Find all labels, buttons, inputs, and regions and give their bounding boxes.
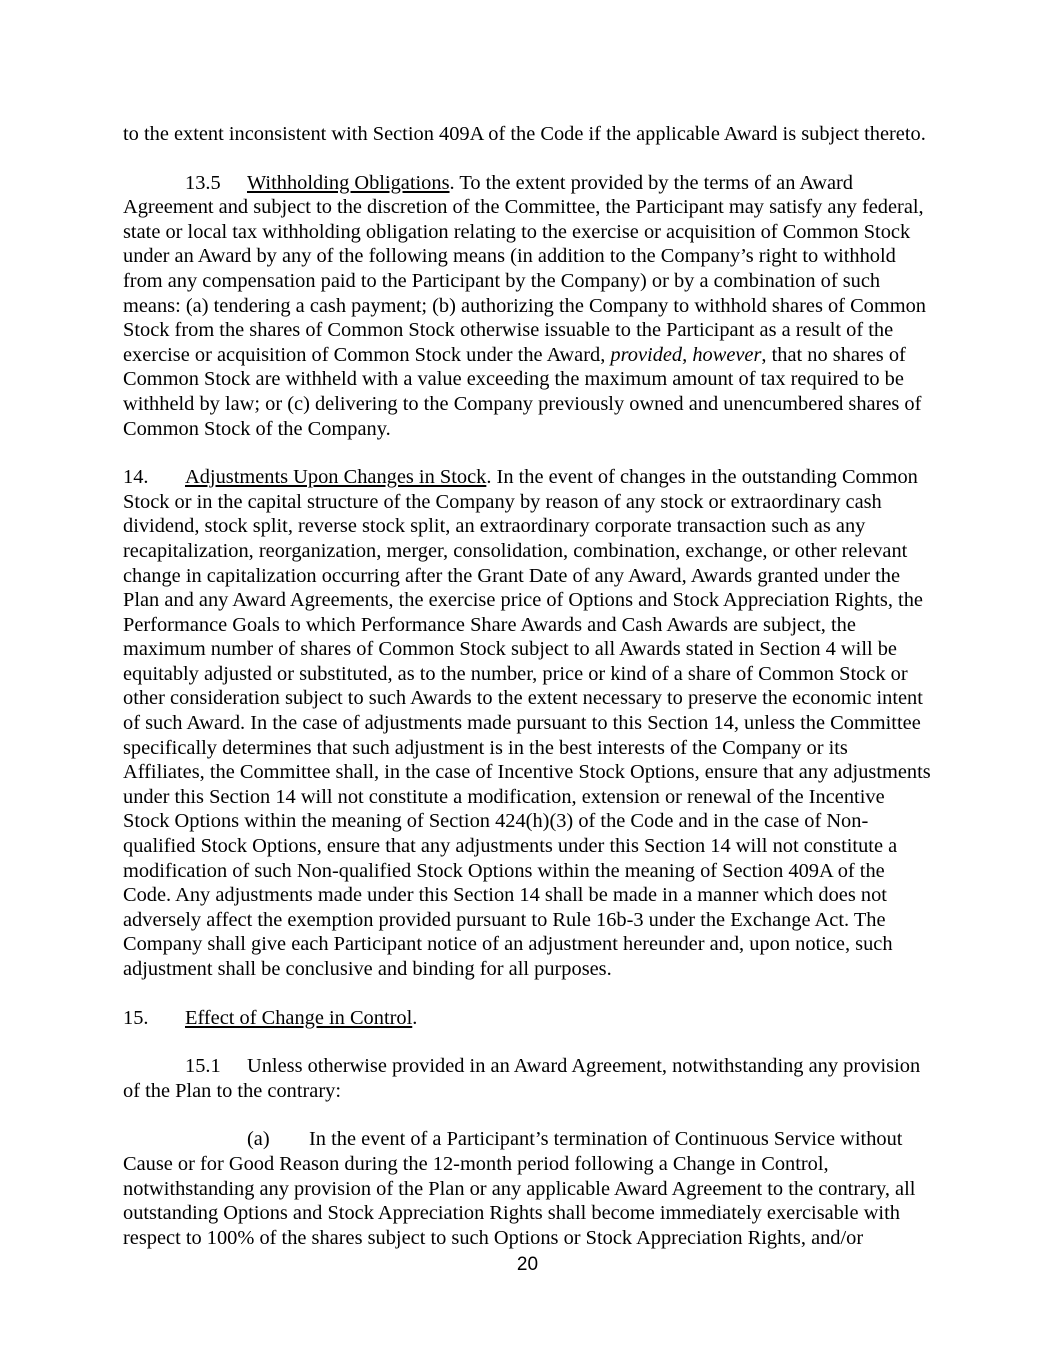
- section-number: 13.5: [185, 171, 221, 194]
- section-heading: Effect of Change in Control: [185, 1006, 413, 1029]
- paragraph-text: In the event of a Participant’s termination of Continuous Service without Cause or for Good Reason during the 12-month period following a Change in Control, notwithstanding any provision of the Plan or any applicable Award Agreement to the contrary, all outstanding Options and Stock Appreciation Rights shall become immediately exercisable with respect to 100% of the shares subject to such Options or Stock Appreciation Rights, and/or: [123, 1128, 916, 1249]
- paragraph-continuation: [123, 122, 931, 147]
- paragraph-section-13-5: [123, 171, 931, 442]
- paragraph-text: . In the event of changes in the outstanding Common Stock or in the capital structure of the Company by reason of any stock or extraordinary cash dividend, stock split, reverse stock split, an extraordinary corporate transaction such as any recapitalization, reorganization, merger, consolidation, combination, exchange, or other relevant change in capitalization occurring after the Grant Date of any Award, Awards granted under the Plan and any Award Agreements, the exercise price of Options and Stock Appreciation Rights, the Performance Goals to which Performance Share Awards and Cash Awards are subject, the maximum number of shares of Common Stock subject to all Awards stated in Section 4 will be equitably adjusted or substituted, as to the number, price or kind of a share of Common Stock or other consideration subject to such Awards to the extent necessary to preserve the economic intent of such Award. In the case of adjustments made pursuant to this Section 14, unless the Committee specifically determines that such adjustment is in the best interests of the Company or its Affiliates, the Committee shall, in the case of Incentive Stock Options, ensure that any adjustments under this Section 14 will not constitute a modification, extension or renewal of the Incentive Stock Options within the meaning of Section 424(h)(3) of the Code and in the case of Non-qualified Stock Options, ensure that any adjustments under this Section 14 will not constitute a modification of such Non-qualified Stock Options within the meaning of Section 409A of the Code. Any adjustments made under this Section 14 shall be made in a manner which does not adversely affect the exemption provided pursuant to Rule 16b-3 under the Exchange Act. The Company shall give each Participant notice of an adjustment hereunder and, upon notice, such adjustment shall be conclusive and binding for all purposes.: [123, 466, 931, 980]
- paragraph-section-15: [123, 1006, 931, 1031]
- paragraph-subsection-a: [123, 1127, 931, 1250]
- section-number: 14.: [123, 466, 149, 489]
- page-number: 20: [516, 1254, 539, 1275]
- section-heading: Withholding Obligations: [247, 171, 450, 194]
- paragraph-text: .: [412, 1006, 418, 1029]
- paragraph-text: . To the extent provided by the terms of an Award Agreement and subject to the discretion of the Committee, the Participant may satisfy any federal, state or local tax withholding obligation relating to the exercise or acquisition of Common Stock under an Award by any of the following means (in addition to the Company’s right to withhold from any compensation paid to the Participant by the Company) or by a combination of such means: (a) tendering a cash payment; (b) authorizing the Company to withhold shares of Common Stock from the shares of Common Stock otherwise issuable to the Participant as a result of the exercise or acquisition of Common Stock under the Award,: [123, 171, 926, 366]
- section-number: 15.: [123, 1006, 149, 1029]
- paragraph-section-14: [123, 465, 931, 981]
- subsection-number: (a): [247, 1128, 270, 1151]
- paragraph-text-italic: provided, however: [610, 343, 762, 366]
- section-number: 15.1: [185, 1055, 221, 1078]
- paragraph-text: , that no shares of Common Stock are withheld with a value exceeding the maximum amount of tax required to be withheld by law; or (c) delivering to the Company previously owned and unencumbered shares of Common Stock of the Company.: [123, 343, 922, 440]
- document-content: [123, 122, 931, 1274]
- section-heading: Adjustments Upon Changes in Stock: [185, 466, 487, 489]
- paragraph-section-15-1: [123, 1054, 931, 1103]
- paragraph-text: Unless otherwise provided in an Award Agreement, notwithstanding any provision of the Plan to the contrary:: [123, 1055, 921, 1102]
- paragraph-text: to the extent inconsistent with Section 409A of the Code if the applicable Award is subject thereto.: [123, 123, 926, 145]
